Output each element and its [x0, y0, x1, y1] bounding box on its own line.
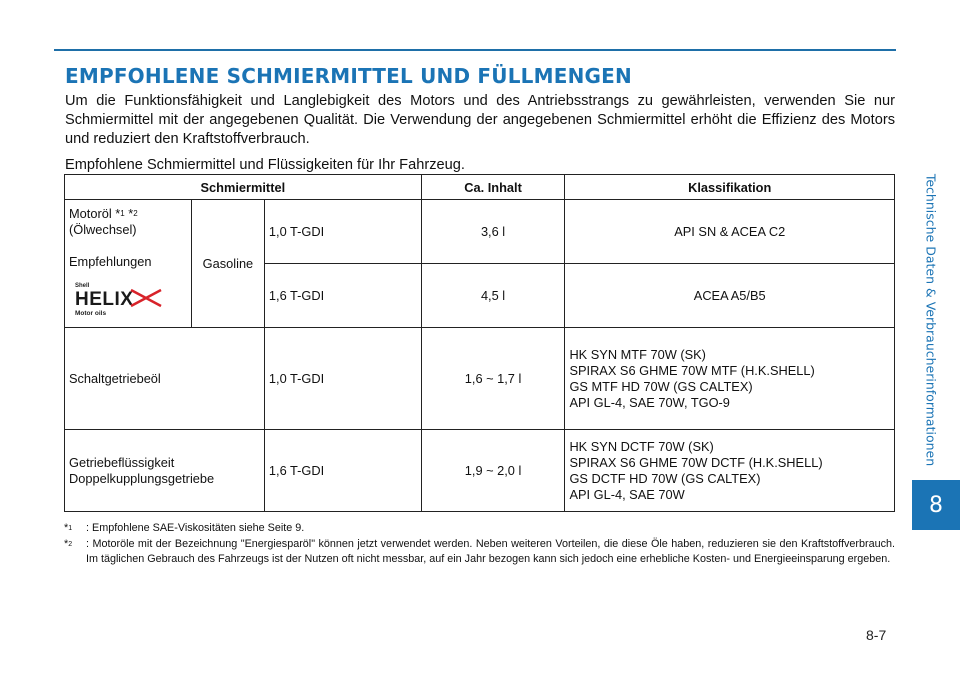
shell-helix-logo — [69, 278, 169, 318]
classification-line: GS MTF HD 70W (GS CALTEX) — [569, 378, 753, 394]
logo-brand: Shell — [75, 283, 90, 289]
engine-oil-label: Motoröl — [69, 206, 112, 221]
chapter-side-title-text: Technische Daten & Verbraucherinformationen — [923, 173, 939, 467]
lubricant-table — [64, 174, 895, 512]
fuel-type-cell: Gasoline — [191, 200, 264, 328]
dct-classification — [565, 430, 895, 512]
classification-line: API GL-4, SAE 70W — [569, 486, 685, 502]
header-lubricant: Schmiermittel — [65, 175, 422, 200]
classification-line: HK SYN MTF 70W (SK) — [569, 346, 706, 362]
dct-engine: 1,6 T-GDI — [264, 430, 421, 512]
footnote-1-text: : Empfohlene SAE-Viskositäten siehe Seite 9. — [86, 522, 305, 534]
engine-oil-sub: (Ölwechsel) — [69, 222, 137, 237]
chapter-side-title — [916, 170, 946, 470]
classification-line: SPIRAX S6 GHME 70W MTF (H.K.SHELL) — [569, 362, 815, 378]
logo-tagline: Motor oils — [75, 310, 107, 317]
classification-line: HK SYN DCTF 70W (SK) — [569, 438, 714, 454]
engine-oil-classification-2: ACEA A5/B5 — [565, 264, 895, 328]
footnote-ref-2: *$^2$ — [128, 206, 138, 221]
classification-line: GS DCTF HD 70W (GS CALTEX) — [569, 470, 761, 486]
manual-trans-engine: 1,0 T-GDI — [264, 328, 421, 430]
table-row — [65, 200, 895, 264]
dct-label-line-1: Getriebeflüssigkeit — [69, 454, 175, 470]
footnote-2-text: : Motoröle mit der Bezeichnung "Energiesparöl" können jetzt verwendet werden. Neben weiteren Vorteilen, die diese Öle haben, reduzieren sie den Kraftstoffverbrauch. Im täglichen Gebrauch des Fahrzeugs ist der Nutzen oft nicht messbar, auf ein Jahr bezogen kann sich jedoch eine erhebliche Kosten- und Energieeinsparung ergeben. — [86, 537, 895, 565]
engine-oil-capacity-2: 4,5 l — [421, 264, 565, 328]
header-classification: Klassifikation — [565, 175, 895, 200]
top-rule — [54, 49, 896, 51]
footnote-2: *$^2$ : Motoröle mit der Bezeichnung "Energiesparöl" können jetzt verwendet werden. Neben weiteren Vorteilen, die diese Öle haben, reduzieren sie den Kraftstoffverbrauch. Im täglichen Gebrauch des Fahrzeugs ist der Nutzen oft nicht messbar, auf ein Jahr bezogen kann sich jedoch eine erhebliche Kosten- und Energieeinsparung ergeben. — [64, 537, 895, 568]
page-number: 8-7 — [866, 627, 887, 643]
section-heading: EMPFOHLENE SCHMIERMITTEL UND FÜLLMENGEN — [65, 64, 632, 88]
dct-label — [65, 430, 265, 512]
logo-name: HELIX — [75, 289, 134, 310]
engine-oil-engine-1: 1,0 T-GDI — [264, 200, 421, 264]
intro-paragraph-2: Empfohlene Schmiermittel und Flüssigkeiten für Ihr Fahrzeug. — [65, 157, 465, 173]
intro-paragraph-1: Um die Funktionsfähigkeit und Langlebigkeit des Motors und des Antriebsstrangs zu gewährleisten, verwenden Sie nur Schmiermittel mit der angegebenen Qualität. Die Verwendung der angegebenen Schmiermittel erhöht die Effizienz des Motors und reduziert den Kraftstoffverbrauch. — [65, 93, 895, 147]
table-row — [65, 430, 895, 512]
engine-oil-cell — [65, 200, 192, 328]
manual-trans-classification — [565, 328, 895, 430]
dct-label-line-2: Doppelkupplungsgetriebe — [69, 470, 215, 486]
engine-oil-capacity-1: 3,6 l — [421, 200, 565, 264]
intro-text — [65, 92, 895, 182]
engine-oil-engine-2: 1,6 T-GDI — [264, 264, 421, 328]
classification-line: API GL-4, SAE 70W, TGO-9 — [569, 394, 730, 410]
classification-line: SPIRAX S6 GHME 70W DCTF (H.K.SHELL) — [569, 454, 823, 470]
engine-oil-recommendation: Empfehlungen — [69, 254, 152, 269]
chapter-tab: 8 — [912, 480, 960, 530]
manual-trans-label: Schaltgetriebeöl — [65, 328, 265, 430]
table-header-row — [65, 175, 895, 200]
header-capacity: Ca. Inhalt — [421, 175, 565, 200]
manual-trans-capacity: 1,6 ~ 1,7 l — [421, 328, 565, 430]
engine-oil-classification-1: API SN & ACEA C2 — [565, 200, 895, 264]
footnote-ref-1: *$^1$ — [115, 206, 125, 221]
dct-capacity: 1,9 ~ 2,0 l — [421, 430, 565, 512]
helix-x-accent — [131, 290, 161, 306]
footnote-1: *$^1$ : Empfohlene SAE-Viskositäten siehe Seite 9. — [64, 521, 895, 537]
table-row — [65, 328, 895, 430]
footnotes — [64, 521, 895, 568]
